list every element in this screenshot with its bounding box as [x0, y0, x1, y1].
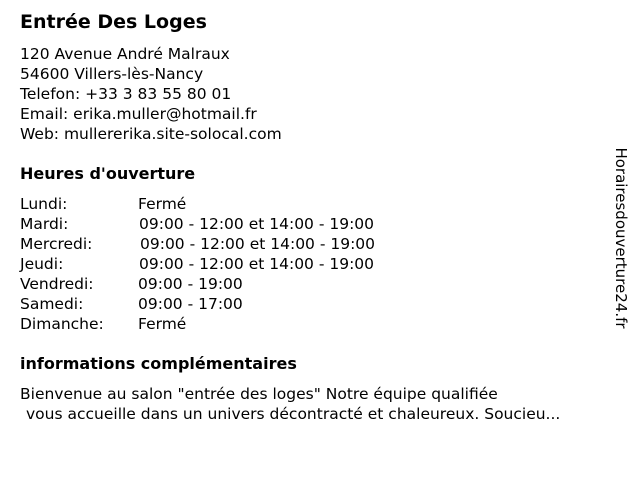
hours-day: Mercredi: — [20, 235, 93, 253]
web-line: Web: mullererika.site-solocal.com — [20, 125, 282, 143]
business-name: Entrée Des Loges — [20, 11, 207, 33]
hours-day: Mardi: — [20, 215, 69, 233]
hours-day: Vendredi: — [20, 275, 94, 293]
hours-time: 09:00 - 12:00 et 14:00 - 19:00 — [140, 235, 376, 253]
description-line: Bienvenue au salon "entrée des loges" Notre équipe qualifiée — [20, 385, 498, 403]
hours-time: 09:00 - 19:00 — [138, 275, 243, 293]
description-line: vous accueille dans un univers décontracté et chaleureux. Soucieu... — [26, 405, 561, 423]
phone-line: Telefon: +33 3 83 55 80 01 — [20, 85, 232, 103]
hours-time: Fermé — [138, 315, 187, 333]
email-line: Email: erika.muller@hotmail.fr — [20, 105, 257, 123]
contact-block — [20, 44, 282, 144]
hours-time: 09:00 - 12:00 et 14:00 - 19:00 — [139, 255, 375, 273]
hours-time: Fermé — [138, 195, 187, 213]
business-description — [20, 384, 625, 424]
site-watermark: Horairesdouverture24.fr — [612, 147, 630, 329]
hours-day: Lundi: — [20, 195, 68, 213]
hours-day: Jeudi: — [20, 255, 64, 273]
hours-day: Samedi: — [20, 295, 84, 313]
hours-time: 09:00 - 12:00 et 14:00 - 19:00 — [139, 215, 375, 233]
opening-hours-heading: Heures d'ouverture — [20, 164, 196, 183]
hours-day: Dimanche: — [20, 315, 104, 333]
hours-time: 09:00 - 17:00 — [138, 295, 243, 313]
address-city: 54600 Villers-lès-Nancy — [20, 65, 204, 83]
additional-info-heading: informations complémentaires — [20, 354, 297, 373]
address-street: 120 Avenue André Malraux — [20, 45, 230, 63]
